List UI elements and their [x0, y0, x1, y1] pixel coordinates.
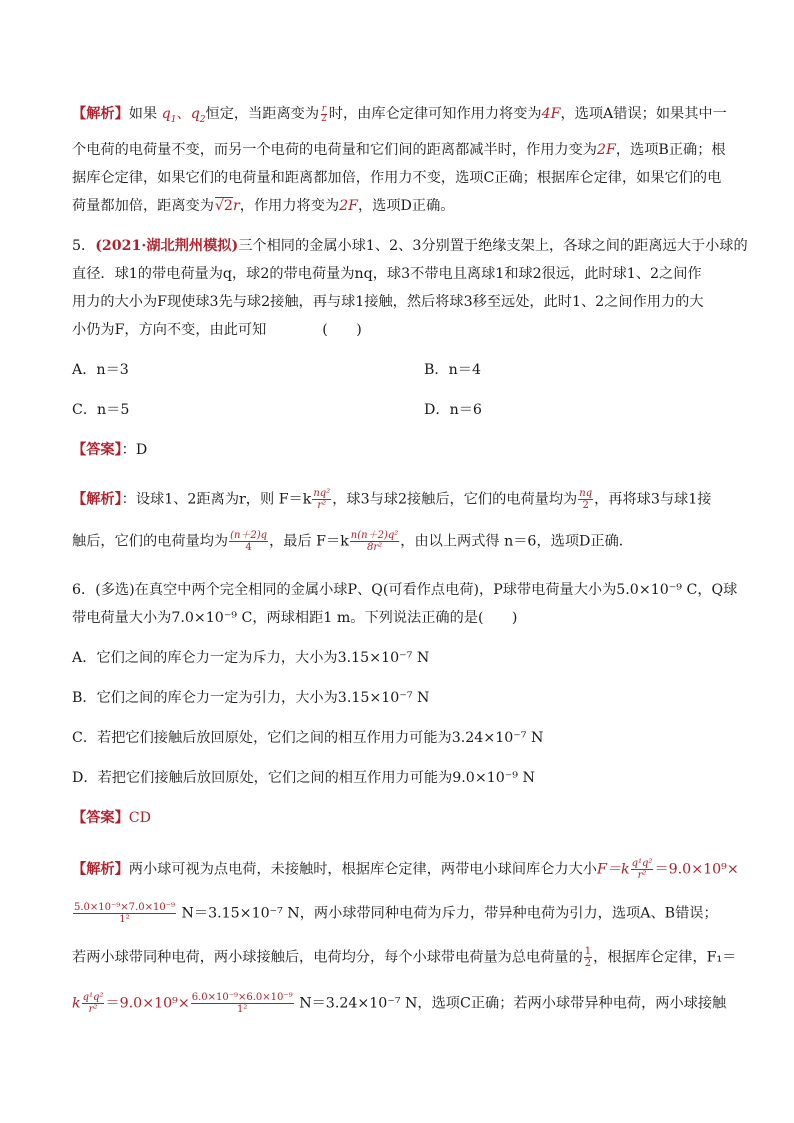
answer-value: CD [128, 810, 151, 826]
q6-stem-line-1: 6．(多选)在真空中两个完全相同的金属小球P、Q(可看作点电荷)，P球带电荷量大小为5.0×10⁻⁹ C，Q球 [72, 582, 738, 598]
question-number: 5． [72, 238, 96, 254]
answer-blank: ( ) [322, 322, 362, 338]
q6-exp-line-4: k $\frac{\text{q¹q²}}{\text{r²}}$ ＝9.0×10⁹× $\frac{\text{6.0×10⁻⁹×6.0×10⁻⁹}}{\text{1²}}$ N＝3.24×10⁻⁷ N，选项C正确；若两小球带异种电荷，两小球接触 [72, 992, 727, 1015]
fraction: $\frac{\text{q¹q²}}{\text{r²}}$ [82, 992, 104, 1015]
q5-stem-line-3: 用力的大小为F现使球3先与球2接触，再与球1接触，然后将球3移至远处，此时1、2之间作用力的大 [72, 294, 704, 310]
answer-value: ：D [121, 442, 148, 458]
fraction: $\frac{\text{nq²}}{\text{r²}}$ [313, 488, 331, 511]
q6-option-b: B．它们之间的库仑力一定为引力，大小为3.15×10⁻⁷ N [72, 690, 430, 706]
q6-exp-line-2: $\frac{\text{5.0×10⁻⁹×7.0×10⁻⁹}}{\text{1²}}$ N＝3.15×10⁻⁷ N，两小球带同种电荷为斥力，带异种电荷为引力，选项A、B错误； [74, 902, 718, 925]
fraction: $\frac{\text{6.0×10⁻⁹×6.0×10⁻⁹}}{\text{1²}}$ [191, 992, 293, 1015]
option-c: C．n＝5 [72, 402, 130, 418]
fraction: $\frac{(n+2)q}{4}$ [230, 530, 268, 553]
analysis-tag: 【解析】 [72, 861, 129, 878]
q6-option-c: C．若把它们接触后放回原处，它们之间的相互作用力可能为3.24×10⁻⁷ N [72, 730, 544, 746]
q5-stem-line-4: 小仍为F，方向不变，由此可知 ( ) [72, 322, 362, 338]
q6-exp-line-3: 若两小球带同种电荷，两小球接触后，电荷均分，每个小球带电荷量为总电荷量的 $\frac{1}{2}$ ，根据库仑定律，F₁＝ [72, 946, 737, 969]
option-b: B．n＝4 [424, 362, 481, 378]
q5-stem-line-2: 直径．球1的带电荷量为q，球2的带电荷量为nq，球3不带电且离球1和球2很远，此时球1、2之间作 [72, 266, 702, 282]
analysis-tag: 【解析】 [72, 106, 129, 122]
answer-tag: 【答案】 [72, 442, 122, 458]
q6-answer [72, 808, 732, 828]
q5-options-row-2 [72, 400, 732, 420]
q4-exp-line-2: 个电荷的电荷量不变，而另一个电荷的电荷量和它们间的距离都减半时，作用力变为2F，选项B正确；根 [72, 142, 726, 158]
fraction: $\frac{\text{q¹q²}}{\text{r²}}$ [631, 858, 653, 881]
fraction: $\frac{1}{2}$ [584, 946, 592, 969]
q6-exp-line-1: 【解析】两小球可视为点电荷，未接触时，根据库仑定律，两带电小球间库仑力大小F＝k $\frac{\text{q¹q²}}{\text{r²}}$ ＝9.0×10⁹× [72, 858, 739, 881]
q6-option-d: D．若把它们接触后放回原处，它们之间的相互作用力可能为9.0×10⁻⁹ N [72, 770, 535, 786]
q4-exp-line-1: 【解析】如果 $q_1$、$q_2$恒定，当距离变为 $\frac{r}{2}$ 时，由库仑定律可知作用力将变为4F，选项A错误；如果其中一 [72, 103, 727, 125]
q6-option-a: A．它们之间的库仑力一定为斥力，大小为3.15×10⁻⁷ N [72, 650, 430, 666]
answer-tag: 【答案】 [72, 810, 129, 826]
option-d: D．n＝6 [424, 402, 482, 418]
q5-answer [72, 440, 732, 460]
analysis-tag: 【解析】 [72, 491, 122, 508]
q5-stem-line-1: 5．(2021·湖北荆州模拟)三个相同的金属小球1、2、3分别置于绝缘支架上，各球之间的距离远大于小球的 [72, 238, 748, 254]
q4-exp-line-3: 据库仑定律，如果它们的电荷量和距离都加倍，作用力不变，选项C正确；根据库仑定律，如果它们的电 [72, 170, 722, 186]
q5-options-row-1 [72, 360, 732, 380]
option-a: A．n＝3 [72, 362, 129, 378]
q5-exp-line-1: 【解析】：设球1、2距离为r，则 F＝k $\frac{\text{nq²}}{\text{r²}}$ ，球3与球2接触后，它们的电荷量均为 $\frac{nq}{2}$ ，再将球3与球1接 [72, 488, 712, 511]
fraction: $\frac{r}{2}$ [321, 103, 327, 124]
q6-stem-line-2: 带电荷量大小为7.0×10⁻⁹ C，两球相距1 m。下列说法正确的是( ) [72, 610, 518, 626]
q5-exp-line-2: 触后，它们的电荷量均为 $\frac{(n+2)q}{4}$ ，最后 F＝k $\frac{\text{n(n＋2)q²}}{\text{8r²}}$ ，由以上两式得 n＝6，选项D正确． [72, 530, 633, 553]
fraction: $\frac{\text{n(n＋2)q²}}{\text{8r²}}$ [350, 530, 399, 553]
q4-exp-line-4: 荷量都加倍，距离变为√2r，作用力将变为2F，选项D正确。 [72, 198, 455, 214]
sqrt-expression: √2r [214, 198, 240, 214]
fraction: $\frac{nq}{2}$ [579, 488, 593, 511]
fraction: $\frac{\text{5.0×10⁻⁹×7.0×10⁻⁹}}{\text{1²}}$ [74, 902, 175, 925]
question-source: (2021·湖北荆州模拟) [95, 238, 239, 254]
